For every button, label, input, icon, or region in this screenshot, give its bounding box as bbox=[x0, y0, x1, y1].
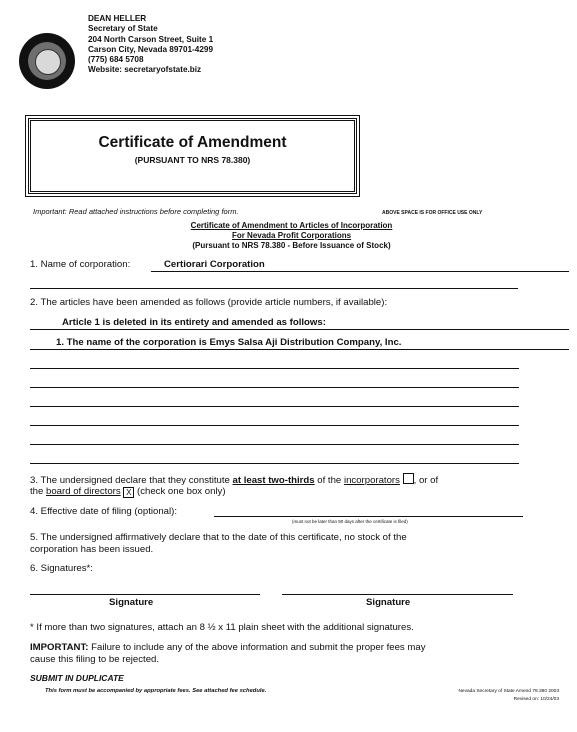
blank-line[interactable] bbox=[30, 463, 519, 464]
important-warning: IMPORTANT: Failure to include any of the above information and submit the proper fees may bbox=[30, 642, 426, 653]
revision-date: Revised on: 10/24/03 bbox=[513, 697, 559, 702]
corporation-name-field[interactable]: Certiorari Corporation bbox=[164, 259, 265, 270]
nevada-state-seal-icon bbox=[19, 33, 75, 89]
fee-note: This form must be accompanied by appropriate fees. See attached fee schedule. bbox=[45, 688, 267, 694]
two-thirds-emphasis: at least two-thirds bbox=[232, 475, 315, 486]
signatures-footnote: * If more than two signatures, attach an 8 ½ x 11 plain sheet with the additional signatures. bbox=[30, 622, 414, 633]
address-line-2: Carson City, Nevada 89701-4299 bbox=[88, 44, 214, 54]
website: Website: secretaryofstate.biz bbox=[88, 65, 202, 75]
board-of-directors-label: board of directors bbox=[46, 486, 121, 497]
form-heading-line1: Certificate of Amendment to Articles of Incorporation bbox=[190, 221, 393, 230]
item2-label: 2. The articles have been amended as follows (provide article numbers, if available): bbox=[30, 297, 388, 308]
blank-line[interactable] bbox=[30, 387, 519, 388]
blank-line[interactable] bbox=[30, 425, 519, 426]
item4-label: 4. Effective date of filing (optional): bbox=[30, 506, 178, 517]
effective-date-field[interactable] bbox=[214, 516, 523, 517]
item5-line2: corporation has been issued. bbox=[30, 544, 154, 555]
incorporators-checkbox[interactable] bbox=[403, 473, 414, 484]
official-name: DEAN HELLER bbox=[88, 14, 147, 23]
official-title: Secretary of State bbox=[88, 24, 158, 34]
signature-line-2[interactable] bbox=[282, 594, 513, 595]
form-reference: Nevada Secretary of State Amend 78.380 2003 bbox=[458, 689, 559, 694]
submit-in-duplicate: SUBMIT IN DUPLICATE bbox=[30, 673, 124, 683]
item5-line1: 5. The undersigned affirmatively declare that to the date of this certificate, no stock of the bbox=[30, 532, 407, 543]
form-heading-line3: (Pursuant to NRS 78.380 - Before Issuance of Stock) bbox=[192, 241, 391, 250]
blank-line[interactable] bbox=[30, 444, 519, 445]
board-of-directors-checkbox[interactable]: X bbox=[123, 487, 134, 498]
item6-label: 6. Signatures*: bbox=[30, 563, 93, 574]
item3-declaration: 3. The undersigned declare that they constitute at least two-thirds of the incorporators , or of bbox=[30, 475, 439, 486]
office-use-note: ABOVE SPACE IS FOR OFFICE USE ONLY bbox=[382, 210, 483, 216]
important-warning-cont: cause this filing to be rejected. bbox=[30, 654, 160, 665]
amendment-line-1[interactable]: Article 1 is deleted in its entirety and amended as follows: bbox=[62, 317, 326, 328]
title-box bbox=[28, 118, 357, 194]
effective-date-note: (must not be later than 90 days after the certificate is filed) bbox=[292, 519, 408, 524]
signature-label-1: Signature bbox=[109, 597, 154, 608]
signature-line-1[interactable] bbox=[30, 594, 260, 595]
amendment-line-2[interactable]: 1. The name of the corporation is Emys Salsa Aji Distribution Company, Inc. bbox=[56, 337, 402, 348]
blank-line[interactable] bbox=[30, 368, 519, 369]
item3-declaration-cont: the board of directors X (check one box only) bbox=[30, 486, 226, 497]
form-title: Certificate of Amendment bbox=[98, 134, 287, 151]
incorporators-label: incorporators bbox=[343, 475, 400, 486]
item1-label: 1. Name of corporation: bbox=[30, 259, 131, 270]
form-heading-line2: For Nevada Profit Corporations bbox=[231, 231, 352, 240]
important-instructions-note: Important: Read attached instructions before completing form. bbox=[33, 207, 239, 216]
address-line-1: 204 North Carson Street, Suite 1 bbox=[88, 34, 214, 44]
phone: (775) 684 5708 bbox=[88, 55, 144, 65]
blank-line[interactable] bbox=[30, 406, 519, 407]
secretary-of-state-header bbox=[88, 14, 213, 76]
signature-label-2: Signature bbox=[366, 597, 411, 608]
form-subtitle: (PURSUANT TO NRS 78.380) bbox=[134, 155, 251, 165]
